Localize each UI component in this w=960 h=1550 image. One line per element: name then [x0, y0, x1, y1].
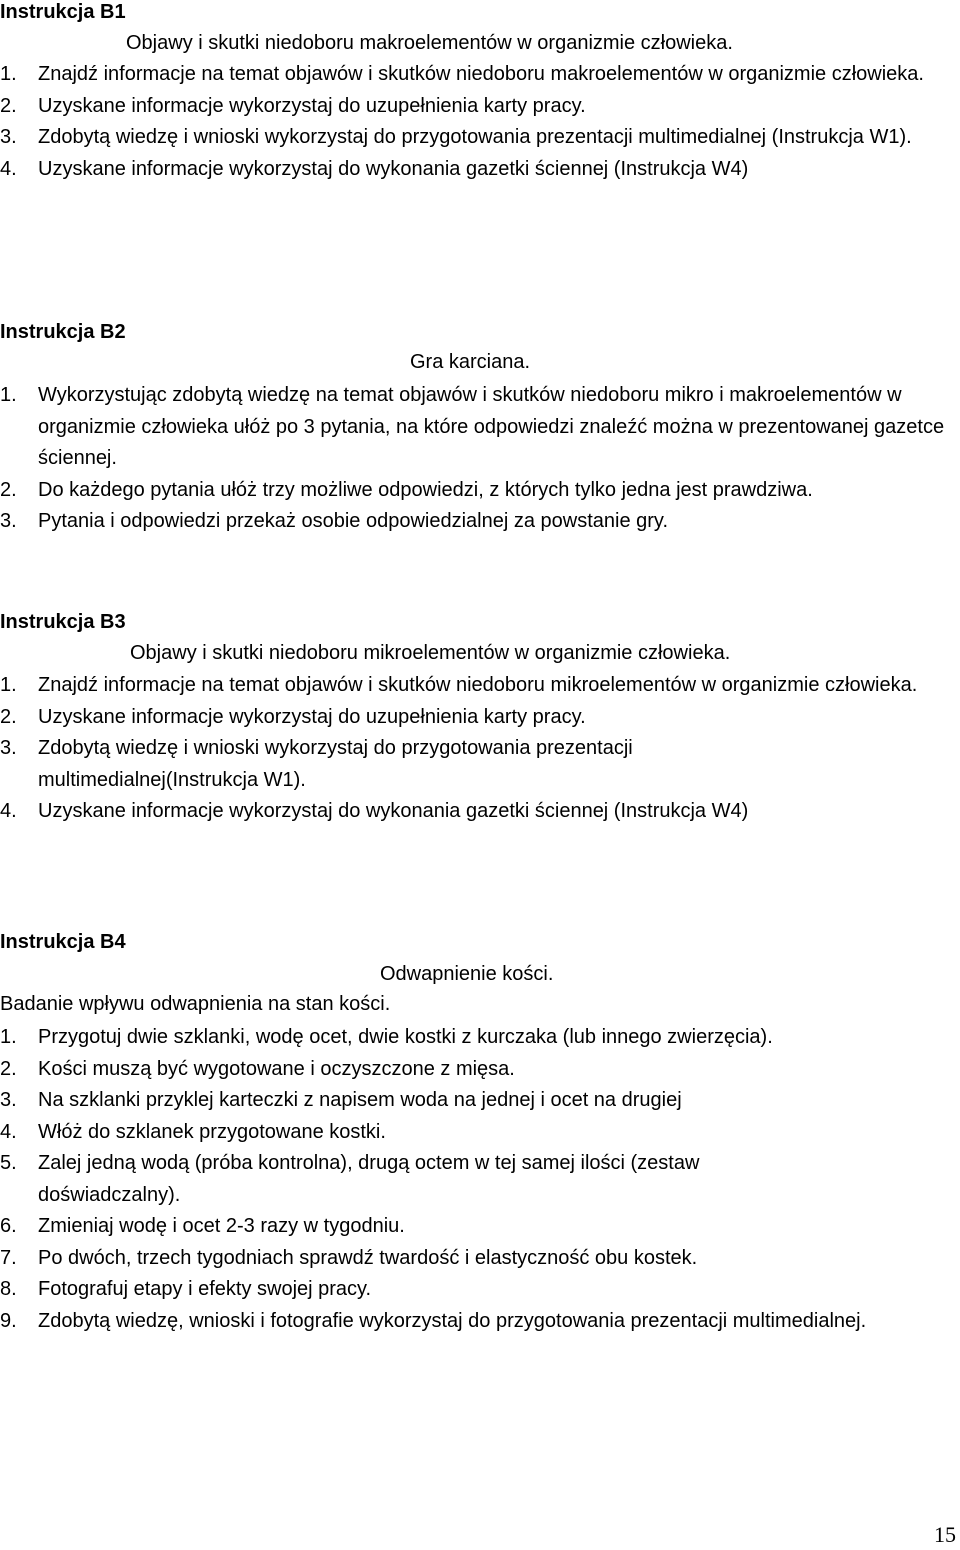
section-heading: Instrukcja B1 [0, 1, 126, 23]
item-text: Pytania i odpowiedzi przekaż osobie odpowiedzialnej za powstanie gry. [38, 510, 668, 532]
list-item [0, 1085, 955, 1117]
item-number: 4. [0, 1120, 17, 1143]
list-item [0, 1211, 955, 1243]
list-item [0, 1306, 868, 1338]
item-text: Po dwóch, trzech tygodniach sprawdź twardość i elastyczność obu kostek. [38, 1246, 698, 1269]
item-number: 3. [0, 510, 17, 532]
item-number: 5. [0, 1152, 17, 1174]
item-text: Na szklanki przyklej karteczki z napisem woda na jednej i ocet na drugiej [38, 1089, 682, 1111]
section-heading: Instrukcja B4 [0, 931, 126, 953]
item-text: Uzyskane informacje wykorzystaj do wykonania gazetki ściennej (Instrukcja W4) [38, 157, 749, 180]
item-number: 9. [0, 1309, 17, 1332]
item-number: 4. [0, 157, 17, 180]
section-heading: Instrukcja B3 [0, 611, 126, 633]
item-text: Włóż do szklanek przygotowane kostki. [38, 1120, 386, 1143]
item-text: Znajdź informacje na temat objawów i skutków niedoboru makroelementów w organizmie człowieka. [38, 63, 924, 85]
instruction-list [0, 380, 955, 538]
instruction-list [0, 670, 955, 828]
item-number: 1. [0, 63, 17, 85]
item-number: 7. [0, 1246, 17, 1269]
section-subtitle: Objawy i skutki niedoboru mikroelementów w organizmie człowieka. [130, 642, 731, 664]
item-text: Do każdego pytania ułóż trzy możliwe odpowiedzi, z których tylko jedna jest prawdziwa. [38, 478, 813, 501]
item-text: Zalej jedną wodą (próba kontrolna), drugą octem w tej samej ilości (zestaw doświadczalny). [38, 1152, 700, 1206]
instruction-list [0, 1022, 955, 1337]
list-item [0, 1117, 955, 1149]
item-number: 6. [0, 1215, 17, 1237]
list-item [0, 1054, 955, 1086]
item-text: Uzyskane informacje wykorzystaj do wykonania gazetki ściennej (Instrukcja W4) [38, 800, 749, 822]
list-item [0, 702, 955, 734]
experiment-description: Badanie wpływu odwapnienia na stan kości. [0, 993, 391, 1015]
list-item [0, 91, 955, 123]
list-item [0, 380, 955, 475]
item-number: 2. [0, 1057, 17, 1080]
item-text: Fotografuj etapy i efekty swojej pracy. [38, 1278, 372, 1300]
item-text: Zdobytą wiedzę i wnioski wykorzystaj do przygotowania prezentacji multimedialnej(Instrukcja W1). [38, 737, 633, 791]
section-heading: Instrukcja B2 [0, 321, 126, 343]
item-text: Uzyskane informacje wykorzystaj do uzupełnienia karty pracy. [38, 705, 586, 728]
item-text: Zdobytą wiedzę i wnioski wykorzystaj do przygotowania prezentacji multimedialnej (Instrukcja W1). [38, 126, 912, 148]
item-number: 1. [0, 1026, 17, 1048]
item-number: 1. [0, 384, 17, 406]
list-item [0, 670, 955, 702]
item-number: 3. [0, 737, 17, 759]
item-number: 4. [0, 800, 17, 822]
list-item [0, 506, 955, 538]
list-item [0, 1148, 818, 1211]
section-subtitle: Gra karciana. [410, 351, 531, 373]
item-text: Zdobytą wiedzę, wnioski i fotografie wykorzystaj do przygotowania prezentacji multimedialnej. [38, 1309, 867, 1332]
instruction-list [0, 59, 955, 185]
list-item [0, 733, 758, 796]
item-number: 8. [0, 1278, 17, 1300]
section-subtitle: Objawy i skutki niedoboru makroelementów w organizmie człowieka. [126, 32, 733, 54]
list-item [0, 154, 955, 186]
list-item [0, 475, 955, 507]
item-number: 3. [0, 126, 17, 148]
item-text: Wykorzystując zdobytą wiedzę na temat objawów i skutków niedoboru mikro i makroelementów w organizmie człowieka ułóż po 3 pytania, na które odpowiedzi znaleźć można w prezentowanej gazetce ściennej. [38, 384, 945, 469]
list-item [0, 122, 955, 154]
item-number: 2. [0, 94, 17, 117]
list-item [0, 1243, 955, 1275]
list-item [0, 1022, 955, 1054]
item-number: 2. [0, 478, 17, 501]
item-text: Kości muszą być wygotowane i oczyszczone z mięsa. [38, 1057, 515, 1080]
item-number: 3. [0, 1089, 17, 1111]
item-text: Przygotuj dwie szklanki, wodę ocet, dwie kostki z kurczaka (lub innego zwierzęcia). [38, 1026, 773, 1048]
page-number: 15 [934, 1522, 956, 1547]
list-item [0, 796, 955, 828]
section-subtitle: Odwapnienie kości. [380, 963, 554, 985]
item-text: Znajdź informacje na temat objawów i skutków niedoboru mikroelementów w organizmie człowieka. [38, 674, 918, 696]
item-number: 2. [0, 705, 17, 728]
item-text: Uzyskane informacje wykorzystaj do uzupełnienia karty pracy. [38, 94, 586, 117]
list-item [0, 59, 955, 91]
item-number: 1. [0, 674, 17, 696]
item-text: Zmieniaj wodę i ocet 2-3 razy w tygodniu. [38, 1215, 405, 1237]
list-item [0, 1274, 955, 1306]
